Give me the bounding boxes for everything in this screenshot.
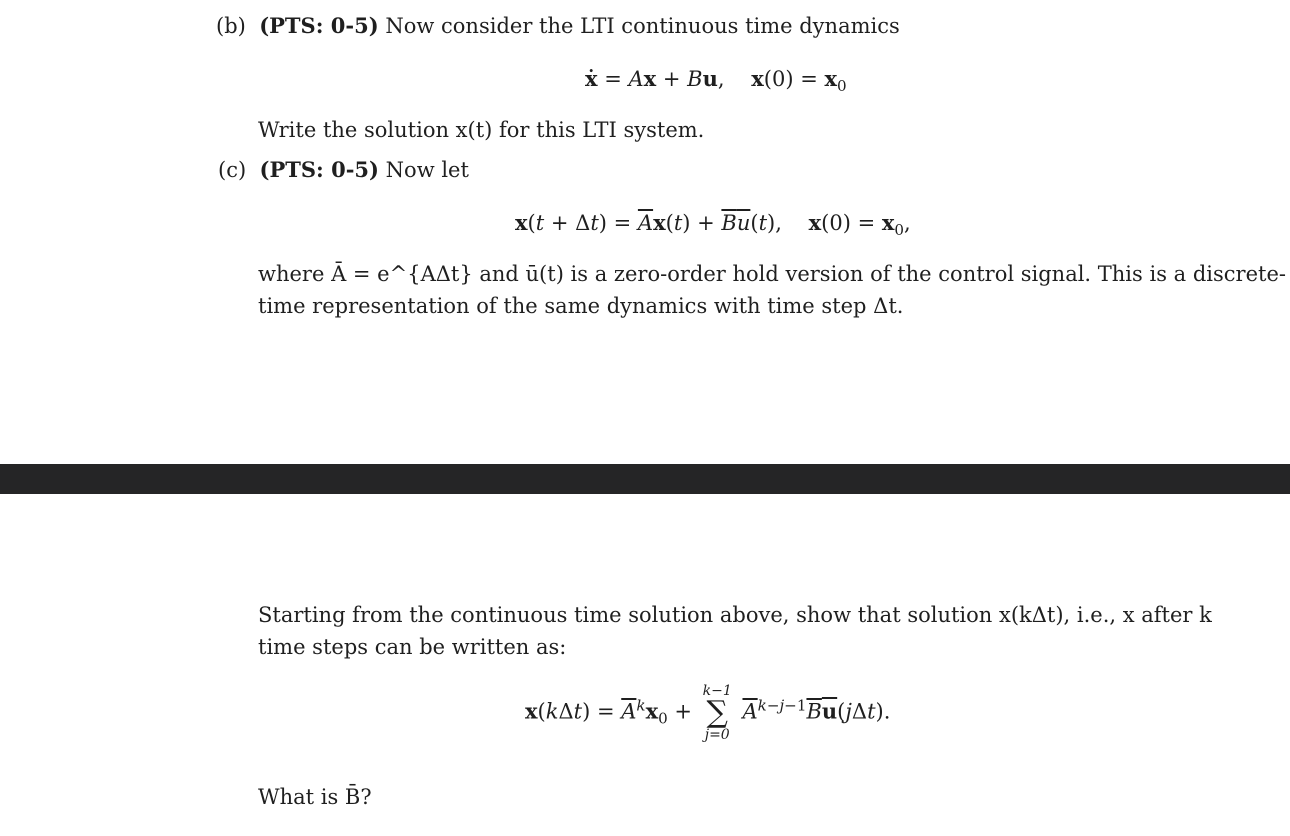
part-b-heading [216, 13, 900, 38]
part-c-task-1: Starting from the continuous time solution above, show that solution x(kΔt), i.e., x after k [258, 603, 1212, 627]
equation-discrete-solution: $x(k\Delta t) = \overline{A}^kx_0$ + k−1 ∑ j=0 $\overline{A}^{k-j-1}\overline{B}\overline{u}(j\Delta t)$. [525, 683, 891, 743]
equation-discrete-dynamics: $x(t + \Delta t) = \overline{A}x(t) + \overline{B}\overline{u}(t)$, $x(0) = x_0$, [515, 210, 911, 240]
part-c-where-2: time representation of the same dynamics with time step Δt. [258, 294, 904, 318]
part-c-task-2: time steps can be written as: [258, 635, 567, 659]
part-b-marker: (b) [216, 14, 246, 38]
part-c-heading [218, 157, 469, 182]
part-c-points: (PTS: 0-5) [259, 157, 379, 182]
part-c-intro: Now let [385, 158, 469, 182]
part-b-task [258, 118, 704, 142]
equation-continuous-dynamics: ẋ = Ax + Bu, $x(0) = x_0$ [585, 66, 847, 96]
part-b-intro: Now consider the LTI continuous time dynamics [385, 14, 900, 38]
section-divider [0, 464, 1290, 494]
part-c-where-line-1 [258, 262, 1286, 286]
part-c-task-line-1 [258, 603, 1212, 627]
part-c-question-text: What is B̄? [258, 785, 372, 809]
part-c-where-1: where Ā = e^{AΔt} and ū(t) is a zero-order hold version of the control signal. This is a discrete- [258, 262, 1286, 286]
summation-symbol: k−1 ∑ j=0 [702, 683, 732, 743]
part-c-task-line-2 [258, 635, 566, 659]
part-b-points: (PTS: 0-5) [259, 13, 379, 38]
part-c-where-line-2 [258, 294, 903, 318]
part-c-marker: (c) [218, 158, 247, 182]
part-b-task-text: Write the solution x(t) for this LTI system. [258, 118, 705, 142]
part-c-question [258, 785, 372, 809]
